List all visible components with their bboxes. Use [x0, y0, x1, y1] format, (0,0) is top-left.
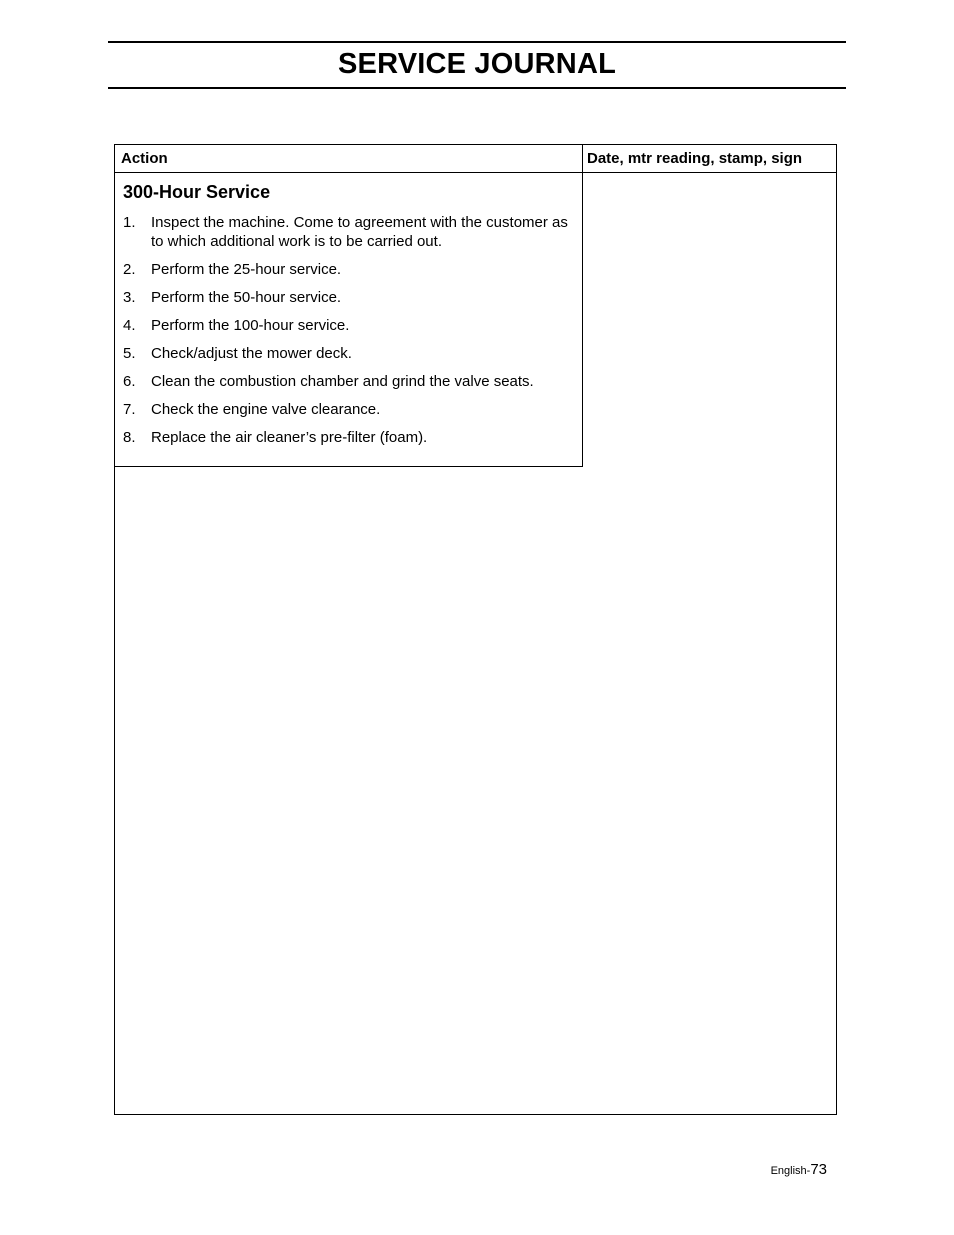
list-item [123, 428, 573, 447]
column-divider [582, 145, 583, 467]
service-steps-list [123, 213, 573, 456]
table-header-row [115, 145, 836, 173]
step-number: 1. [123, 214, 136, 231]
service-journal-table [114, 144, 837, 1115]
step-number: 8. [123, 429, 136, 446]
title-rule-bottom [108, 87, 846, 89]
list-item [123, 260, 573, 279]
header-action: Action [121, 150, 168, 167]
page-title: SERVICE JOURNAL [337, 48, 617, 80]
step-text: Check the engine valve clearance. [151, 401, 381, 418]
list-item [123, 372, 573, 391]
list-item [123, 400, 573, 419]
step-text: Clean the combustion chamber and grind the valve seats. [151, 373, 534, 390]
action-cell-bottom-border [115, 466, 583, 467]
step-number: 5. [123, 345, 136, 362]
step-text: Perform the 25-hour service. [151, 261, 342, 278]
step-number: 3. [123, 289, 136, 306]
page-footer [700, 1161, 827, 1179]
step-text: Perform the 50-hour service. [151, 289, 342, 306]
step-number: 6. [123, 373, 136, 390]
section-heading: 300-Hour Service [123, 182, 271, 202]
footer-language: English- [770, 1165, 811, 1177]
footer-page-number: 73 [810, 1161, 827, 1178]
list-item [123, 213, 573, 251]
step-text: Check/adjust the mower deck. [151, 345, 352, 362]
step-number: 7. [123, 401, 136, 418]
step-number: 4. [123, 317, 136, 334]
list-item [123, 344, 573, 363]
list-item [123, 316, 573, 335]
step-text: Perform the 100-hour service. [151, 317, 350, 334]
list-item [123, 288, 573, 307]
step-number: 2. [123, 261, 136, 278]
header-date-reading-stamp-sign: Date, mtr reading, stamp, sign [587, 150, 803, 167]
title-rule-top [108, 41, 846, 43]
step-text: Inspect the machine. Come to agreement with the customer as to which additional work is to be carried out. [151, 214, 568, 250]
step-text: Replace the air cleaner’s pre-filter (foam). [151, 429, 428, 446]
